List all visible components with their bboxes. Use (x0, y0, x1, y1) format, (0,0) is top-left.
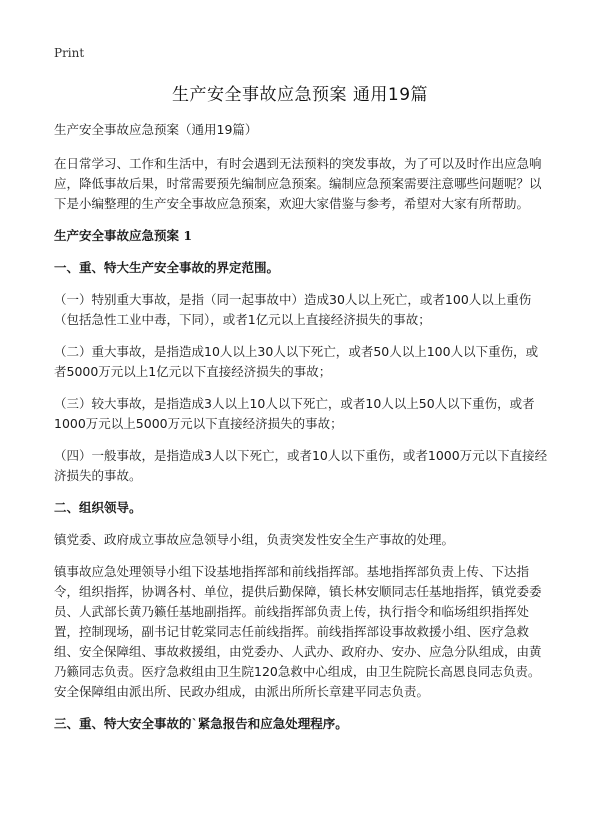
section-title: 生产安全事故应急预案 1 (54, 228, 193, 243)
scope-item-1: （一）特别重大事故，是指（同一起事故中）造成30人以上死亡，或者100人以上重伤（包括急性工业中毒，下同），或者1亿元以上直接经济损失的事故； (54, 292, 532, 327)
scope-item-2: （二）重大事故，是指造成10人以上30人以下死亡，或者50人以上100人以下重伤，或者5000万元以上1亿元以下直接经济损失的事故； (54, 344, 539, 379)
heading-emergency-procedure: 三、重、特大安全事故的`紧急报告和应急处理程序。 (54, 716, 348, 731)
organization-paragraph-1: 镇党委、政府成立事故应急领导小组，负责突发性安全生产事故的处理。 (54, 532, 455, 547)
document-subtitle: 生产安全事故应急预案（通用19篇） (54, 122, 258, 137)
heading-scope: 一、重、特大生产安全事故的界定范围。 (54, 260, 280, 275)
intro-paragraph: 在日常学习、工作和生活中，有时会遇到无法预料的突发事故，为了可以及时作出应急响应，降低事故后果，时常需要预先编制应急预案。编制应急预案需要注意哪些问题呢？以下是小编整理的生产安全事故应急预案，欢迎大家借鉴与参考，希望对大家有所帮助。 (54, 156, 542, 211)
document-body (54, 120, 550, 746)
scope-item-4: （四）一般事故，是指造成3人以下死亡，或者10人以下重伤，或者1000万元以下直接经济损失的事故。 (54, 448, 548, 483)
heading-organization: 二、组织领导。 (54, 500, 142, 515)
organization-paragraph-2: 镇事故应急处理领导小组下设基地指挥部和前线指挥部。基地指挥部负责上传、下达指令，组织指挥，协调各村、单位，提供后勤保障，镇长林安顺同志任基地指挥，镇党委委员、人武部长黄乃籁任基地副指挥。前线指挥部负责上传，执行指令和临场组织指挥处置，控制现场，副书记甘乾棠同志任前线指挥。前线指挥部设事故救援小组、医疗急救组、安全保障组、事故救援组，由党委办、人武办、政府办、安办、应急分队组成，由黄乃籁同志负责。医疗急救组由卫生院120急救中心组成，由卫生院院长高恩良同志负责。安全保障组由派出所、民政办组成，由派出所所长章建平同志负责。 (54, 564, 542, 699)
scope-item-3: （三）较大事故，是指造成3人以上10人以下死亡，或者10人以上50人以下重伤，或者1000万元以上5000万元以下直接经济损失的事故； (54, 396, 535, 431)
document-title: 生产安全事故应急预案 通用19篇 (171, 85, 429, 105)
print-link[interactable]: Print (54, 46, 85, 60)
